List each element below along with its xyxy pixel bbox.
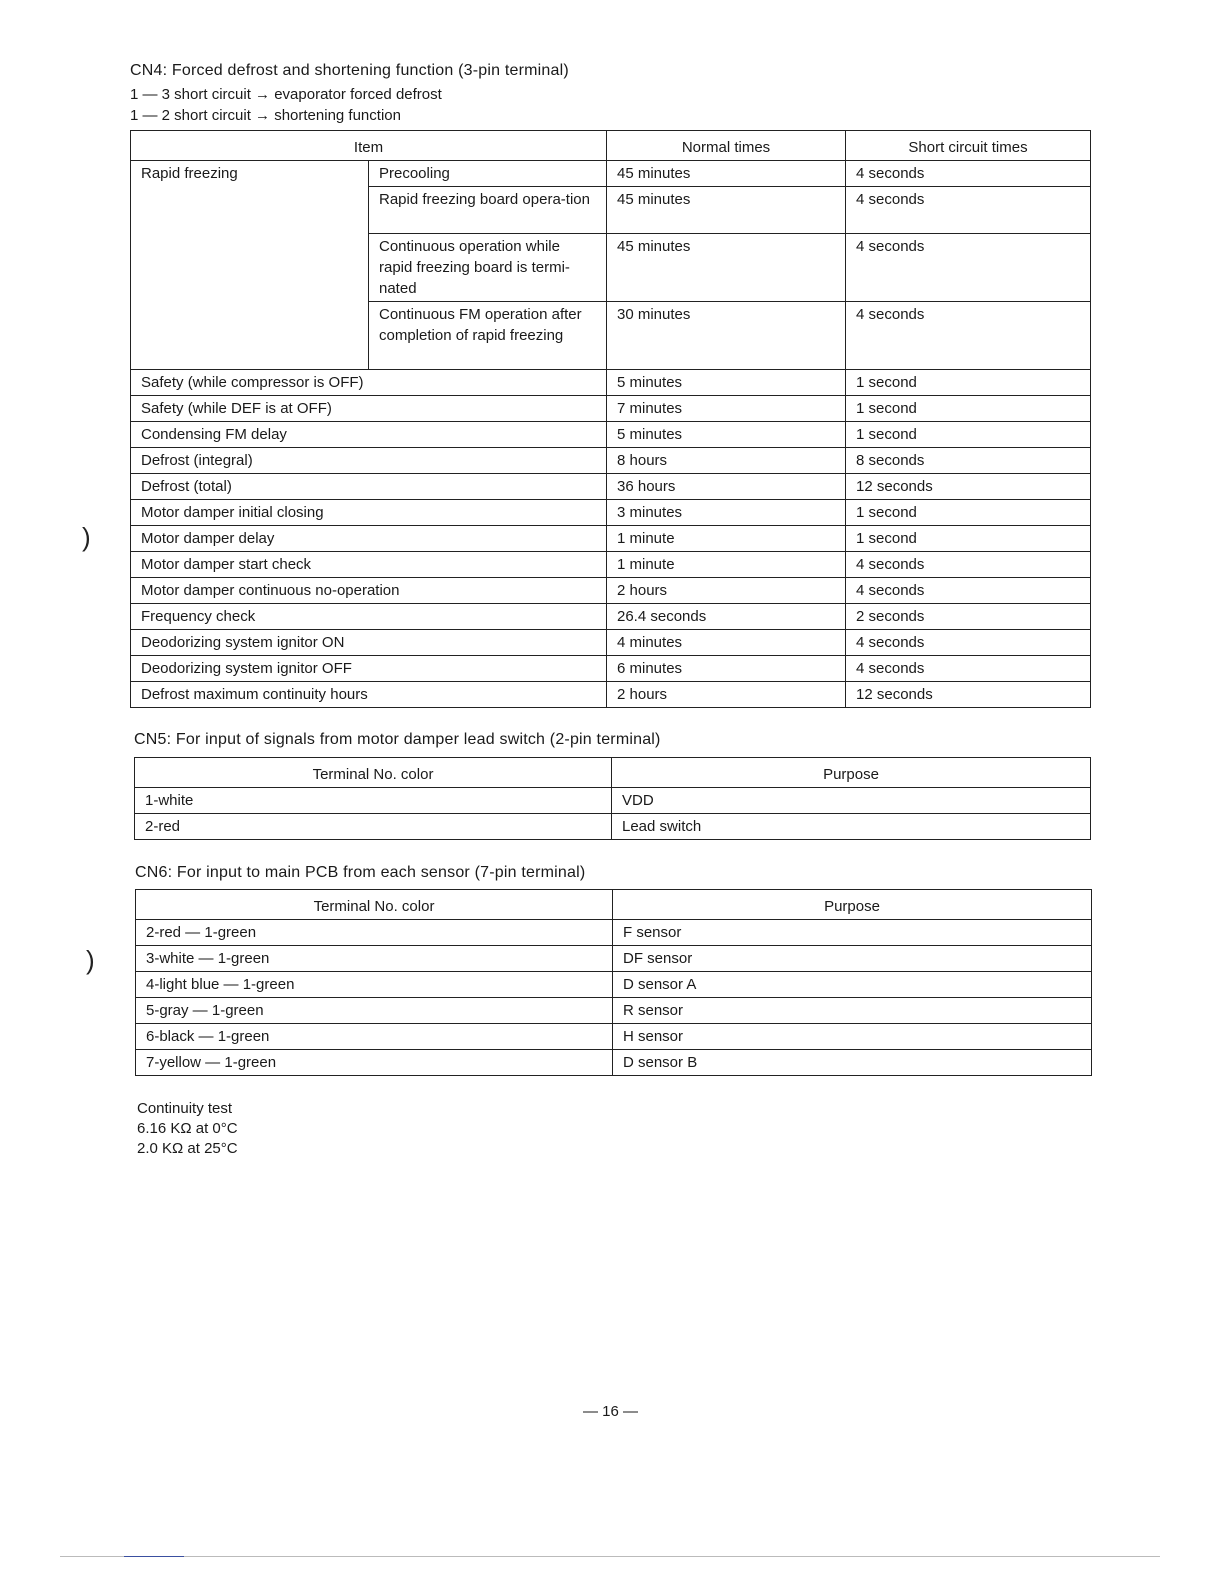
short-cell: 4 seconds <box>846 161 1091 187</box>
table-header-row <box>131 131 1091 161</box>
header-purpose: Purpose <box>613 890 1092 920</box>
item-cell: Defrost (integral) <box>131 448 607 474</box>
terminal-cell: 3-white — 1-green <box>136 946 613 972</box>
short-cell: 1 second <box>846 422 1091 448</box>
short-cell: 1 second <box>846 370 1091 396</box>
terminal-cell: 6-black — 1-green <box>136 1024 613 1050</box>
cn4-title: CN4: Forced defrost and shortening function (3-pin terminal) <box>130 62 569 79</box>
table-row <box>131 552 1091 578</box>
item-cell: Motor damper continuous no-operation <box>131 578 607 604</box>
table-row <box>135 814 1091 840</box>
cn4-line-2: 1 — 2 short circuit → shortening function <box>130 107 401 124</box>
header-purpose: Purpose <box>612 758 1091 788</box>
table-row <box>131 161 1091 187</box>
cn5-title: CN5: For input of signals from motor damper lead switch (2-pin terminal) <box>134 731 661 748</box>
normal-cell: 45 minutes <box>607 234 846 302</box>
item-cell: Defrost maximum continuity hours <box>131 682 607 708</box>
continuity-value-0c: 6.16 KΩ at 0°C <box>137 1120 238 1137</box>
continuity-value-25c: 2.0 KΩ at 25°C <box>137 1140 238 1157</box>
table-row <box>131 448 1091 474</box>
normal-cell: 2 hours <box>607 578 846 604</box>
item-cell: Safety (while compressor is OFF) <box>131 370 607 396</box>
header-item: Item <box>131 131 607 161</box>
short-cell: 12 seconds <box>846 474 1091 500</box>
table-row <box>131 422 1091 448</box>
normal-cell: 3 minutes <box>607 500 846 526</box>
cn6-table <box>135 889 1092 1076</box>
item-cell: Defrost (total) <box>131 474 607 500</box>
table-row <box>131 604 1091 630</box>
normal-cell: 2 hours <box>607 682 846 708</box>
page-number: — 16 — <box>583 1403 639 1420</box>
short-cell: 4 seconds <box>846 302 1091 370</box>
normal-cell: 45 minutes <box>607 187 846 234</box>
purpose-cell: VDD <box>612 788 1091 814</box>
cn6-rows <box>136 920 1092 1076</box>
purpose-cell: DF sensor <box>613 946 1092 972</box>
table-row <box>136 1050 1092 1076</box>
table-row <box>136 1024 1092 1050</box>
purpose-cell: D sensor B <box>613 1050 1092 1076</box>
hole-punch-mark: ) <box>86 945 95 975</box>
short-cell: 4 seconds <box>846 630 1091 656</box>
header-short-circuit-times: Short circuit times <box>846 131 1091 161</box>
terminal-cell: 2-red <box>135 814 612 840</box>
short-cell: 1 second <box>846 500 1091 526</box>
item-cell: Condensing FM delay <box>131 422 607 448</box>
table-row <box>131 630 1091 656</box>
normal-cell: 5 minutes <box>607 422 846 448</box>
short-cell: 1 second <box>846 396 1091 422</box>
item-cell: Frequency check <box>131 604 607 630</box>
item-cell: Precooling <box>369 161 607 187</box>
short-cell: 4 seconds <box>846 578 1091 604</box>
table-row <box>131 396 1091 422</box>
item-cell: Motor damper start check <box>131 552 607 578</box>
table-row <box>131 656 1091 682</box>
normal-cell: 7 minutes <box>607 396 846 422</box>
purpose-cell: H sensor <box>613 1024 1092 1050</box>
terminal-cell: 2-red — 1-green <box>136 920 613 946</box>
item-cell: Deodorizing system ignitor ON <box>131 630 607 656</box>
continuity-test <box>137 1099 238 1159</box>
table-row <box>136 920 1092 946</box>
terminal-cell: 1-white <box>135 788 612 814</box>
short-cell: 2 seconds <box>846 604 1091 630</box>
table-header-row <box>136 890 1092 920</box>
item-cell: Safety (while DEF is at OFF) <box>131 396 607 422</box>
short-cell: 8 seconds <box>846 448 1091 474</box>
short-cell: 4 seconds <box>846 552 1091 578</box>
cn4-table <box>130 130 1091 708</box>
short-cell: 12 seconds <box>846 682 1091 708</box>
normal-cell: 5 minutes <box>607 370 846 396</box>
normal-cell: 6 minutes <box>607 656 846 682</box>
item-cell: Rapid freezing board opera-tion <box>369 187 607 234</box>
table-header-row <box>135 758 1091 788</box>
normal-cell: 1 minute <box>607 552 846 578</box>
header-normal-times: Normal times <box>607 131 846 161</box>
normal-cell: 45 minutes <box>607 161 846 187</box>
hole-punch-mark: ) <box>82 522 91 552</box>
scan-edge-line <box>124 1556 184 1557</box>
purpose-cell: R sensor <box>613 998 1092 1024</box>
cn4-simple-rows <box>131 370 1091 708</box>
cn5-table <box>134 757 1091 840</box>
item-cell: Motor damper delay <box>131 526 607 552</box>
short-cell: 4 seconds <box>846 234 1091 302</box>
table-row <box>131 370 1091 396</box>
short-cell: 4 seconds <box>846 187 1091 234</box>
header-terminal: Terminal No. color <box>136 890 613 920</box>
header-terminal: Terminal No. color <box>135 758 612 788</box>
scan-edge-line <box>60 1556 1160 1557</box>
terminal-cell: 7-yellow — 1-green <box>136 1050 613 1076</box>
table-row <box>136 972 1092 998</box>
cn6-title: CN6: For input to main PCB from each sensor (7-pin terminal) <box>135 864 586 881</box>
normal-cell: 4 minutes <box>607 630 846 656</box>
normal-cell: 8 hours <box>607 448 846 474</box>
short-cell: 4 seconds <box>846 656 1091 682</box>
item-cell: Motor damper initial closing <box>131 500 607 526</box>
normal-cell: 36 hours <box>607 474 846 500</box>
item-cell: Deodorizing system ignitor OFF <box>131 656 607 682</box>
terminal-cell: 4-light blue — 1-green <box>136 972 613 998</box>
table-row <box>136 946 1092 972</box>
table-row <box>136 998 1092 1024</box>
rapid-freezing-label: Rapid freezing <box>131 161 369 370</box>
short-cell: 1 second <box>846 526 1091 552</box>
continuity-label: Continuity test <box>137 1100 233 1117</box>
table-row <box>135 788 1091 814</box>
cn4-line-1: 1 — 3 short circuit → evaporator forced defrost <box>130 86 442 103</box>
item-cell: Continuous FM operation after completion of rapid freezing <box>369 302 607 370</box>
purpose-cell: D sensor A <box>613 972 1092 998</box>
normal-cell: 1 minute <box>607 526 846 552</box>
normal-cell: 26.4 seconds <box>607 604 846 630</box>
normal-cell: 30 minutes <box>607 302 846 370</box>
table-row <box>131 526 1091 552</box>
item-cell: Continuous operation while rapid freezing board is termi-nated <box>369 234 607 302</box>
purpose-cell: F sensor <box>613 920 1092 946</box>
table-row <box>131 500 1091 526</box>
table-row <box>131 474 1091 500</box>
table-row <box>131 578 1091 604</box>
table-row <box>131 682 1091 708</box>
terminal-cell: 5-gray — 1-green <box>136 998 613 1024</box>
purpose-cell: Lead switch <box>612 814 1091 840</box>
